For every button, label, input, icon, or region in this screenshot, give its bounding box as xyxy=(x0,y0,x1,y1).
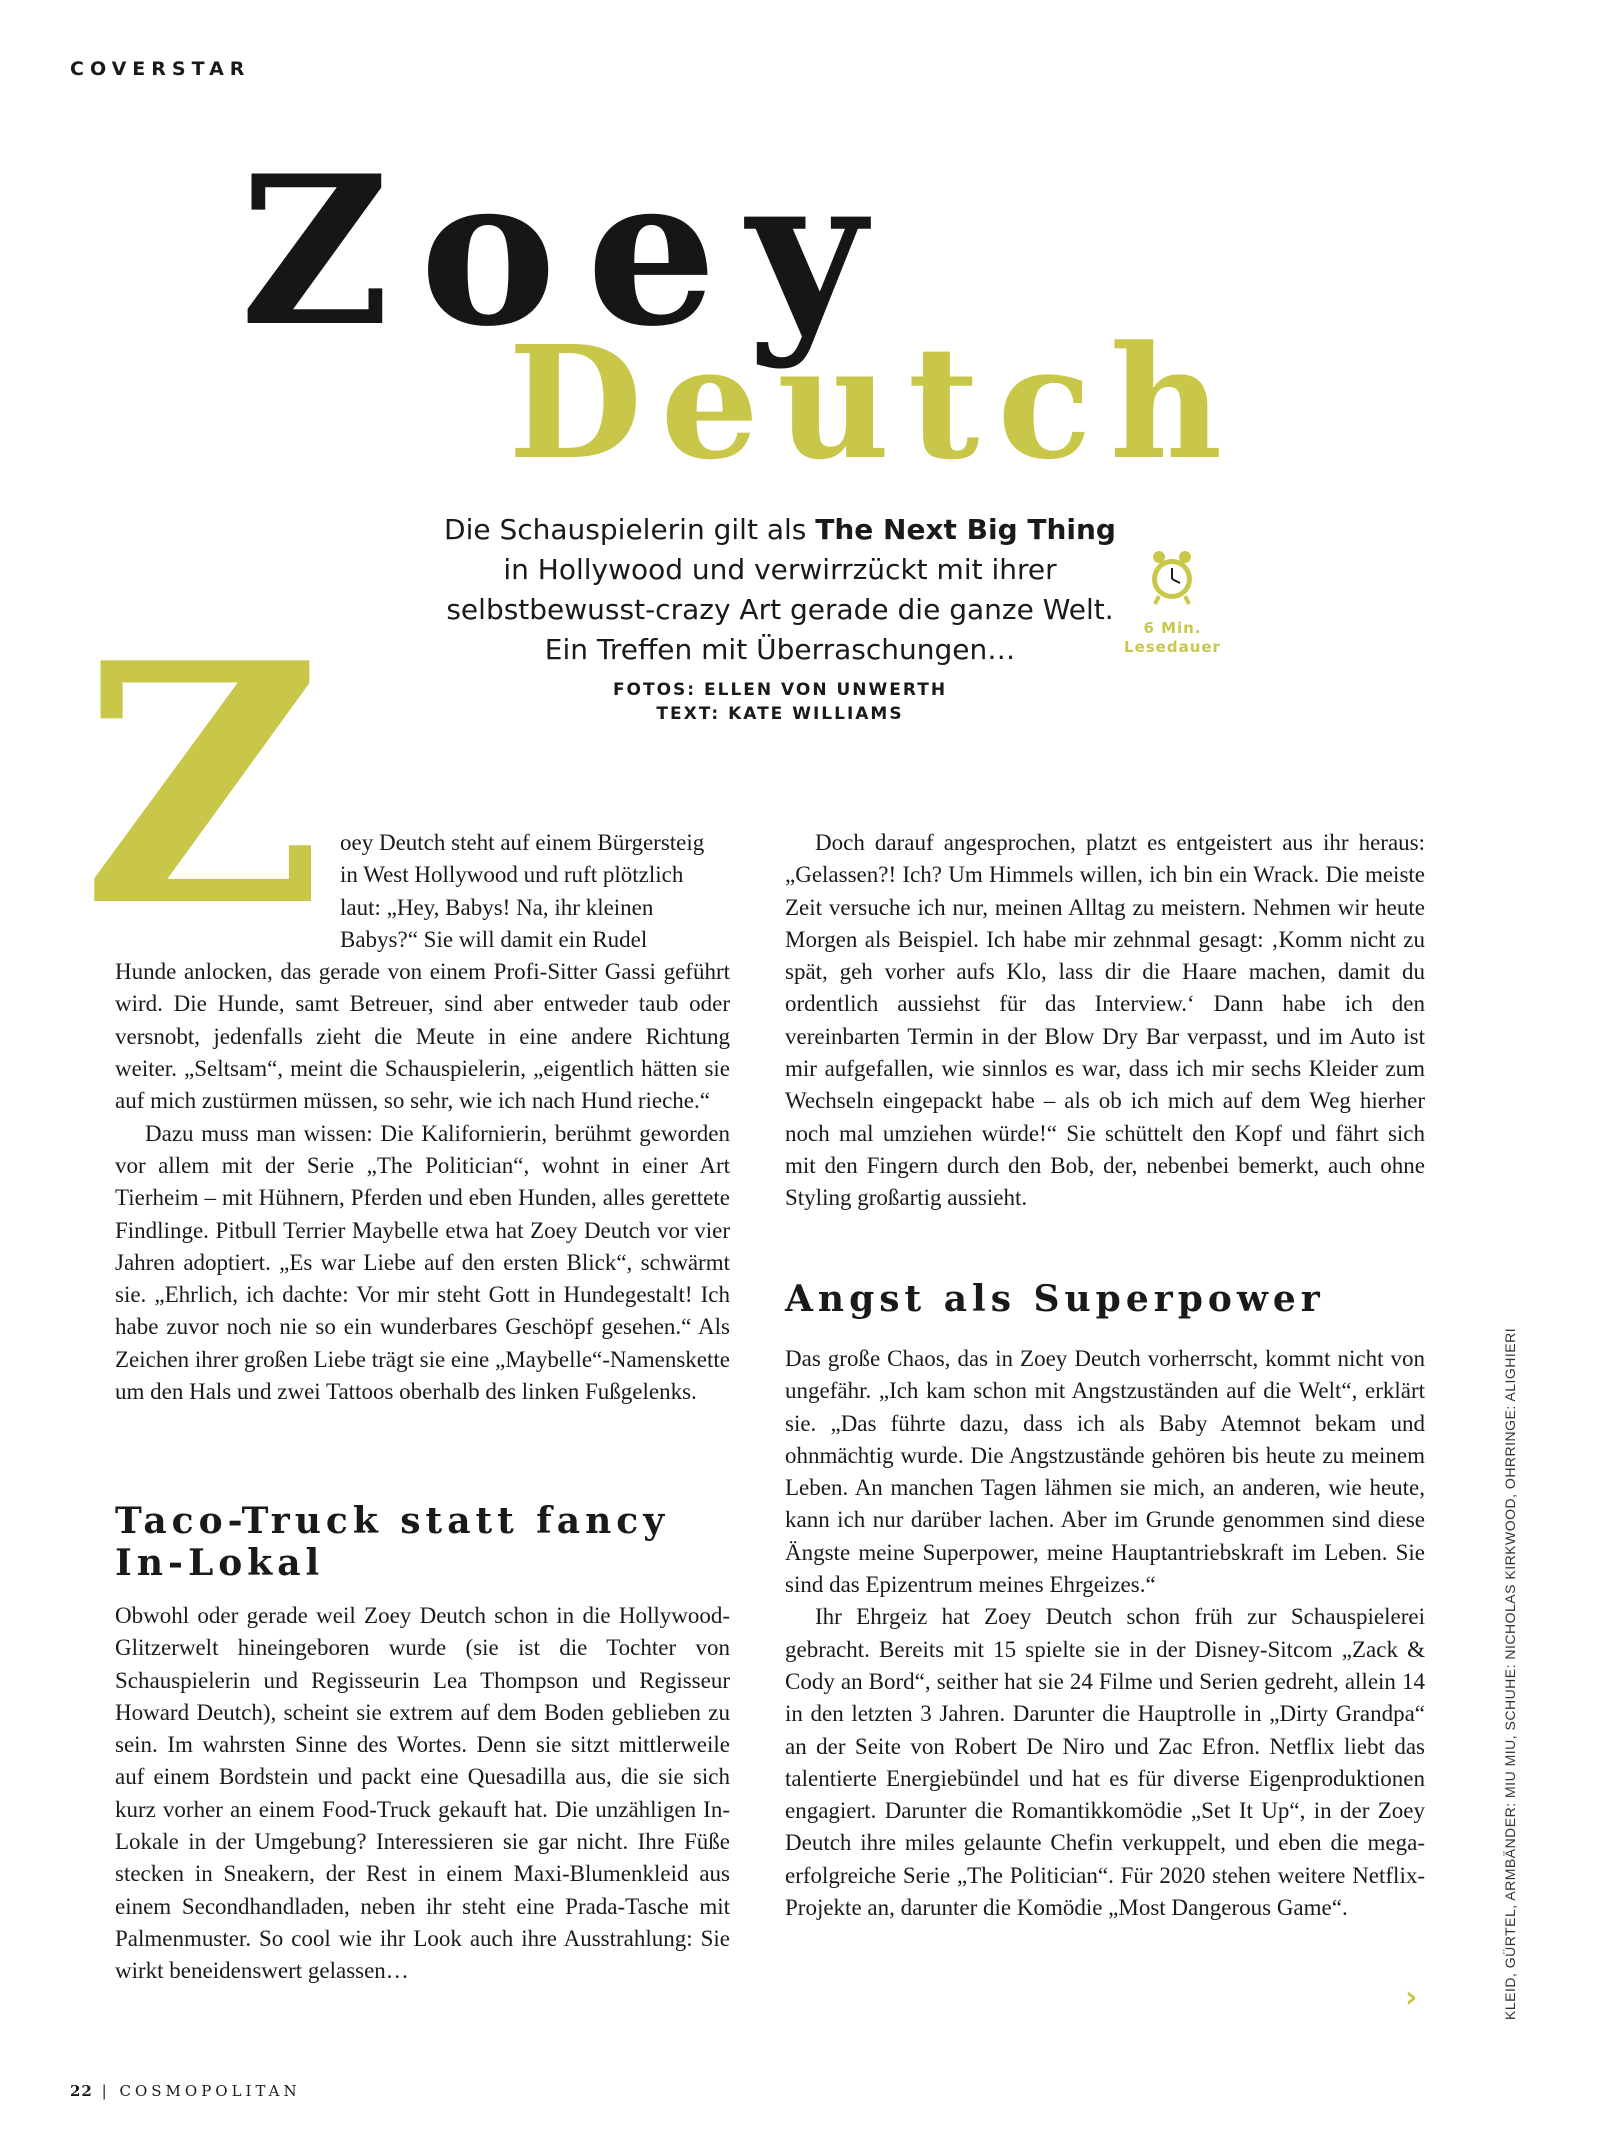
paragraph-1-line-4: Babys?“ Sie will damit ein Rudel xyxy=(340,926,648,952)
article-column-left xyxy=(115,827,730,1408)
magazine-name: COSMOPOLITAN xyxy=(119,2082,301,2100)
credits xyxy=(540,678,1020,726)
article-column-left-lower xyxy=(115,1600,730,1988)
reading-time-label: Lesedauer xyxy=(1124,638,1221,656)
article-column-right-lower xyxy=(785,1343,1425,1924)
article-paragraph-6: Ihr Ehrgeiz hat Zoey Deutch schon früh zur Schauspielerei gebracht. Bereits mit 15 spielte sie in der Disney-Sitcom „Zack & Cody an Bord“, seither hat sie 24 Filme und Serien gedreht, allein 14 in den letzten 3 Jahren. Darunter die Hauptrolle in „Dirty Grandpa“ an der Seite von Robert De Niro und Zac Efron. Netflix liebt das talentierte Energiebündel und hat es für diverse Eigenproduktionen engagiert. Darunter die Romantikkomödie „Set It Up“, in der Zoey Deutch ihre miles gelaunte Chefin verkuppelt, und eben die mega-erfolgreiche Serie „The Politician“. Für 2020 stehen weitere Netflix-Projekte an, darunter die Komödie „Most Dangerous Game“. xyxy=(785,1604,1425,1921)
reading-time xyxy=(1115,619,1230,657)
page-number: 22 xyxy=(70,2082,93,2100)
intro-text xyxy=(440,510,1120,670)
section-label: COVERSTAR xyxy=(70,58,251,80)
article-paragraph-4: Doch darauf angesprochen, platzt es entgeistert aus ihr heraus: „Gelassen?! Ich? Um Himmels willen, ich bin ein Wrack. Die meiste Zeit versuche ich nur, meinen Alltag zu meistern. Nehmen wir heute Morgen als Beispiel. Ich habe mir zehnmal gesagt: ‚Komm nicht zu spät, geh vorher aufs Klo, lass dir die Haare machen, damit du ordentlich aussiehst für das Interview.‘ Dann habe ich den vereinbarten Termin in der Blow Dry Bar verpasst, und im Auto ist mir aufgefallen, wie sinnlos es war, dass ich mir sechs Kleider zum Wechseln eingepackt habe – als ob ich mich auf dem Weg hierher noch mal umziehen würde!“ Sie schüttelt den Kopf und fährt sich mit den Fingern durch den Bob, der, nebenbei bemerkt, auch ohne Styling großartig aussieht. xyxy=(785,830,1425,1211)
paragraph-1-line-3: laut: „Hey, Babys! Na, ihr kleinen xyxy=(340,894,654,920)
subheading-1: Taco-Truck statt fancy In-Lokal xyxy=(115,1500,670,1584)
subheading-taco-truck xyxy=(115,1500,730,1584)
paragraph-1-line-2: in West Hollywood und ruft plötzlich xyxy=(340,862,684,888)
reading-time-minutes: 6 Min. xyxy=(1143,619,1202,637)
article-paragraph-5: Das große Chaos, das in Zoey Deutch vorherrscht, kommt nicht von ungefähr. „Ich kam schon mit Angstzuständen auf die Welt“, erklärt sie. „Das führte dazu, dass ich als Baby Atemnot bekam und ohnmächtig wurde. Die Angstzustände gehören bis heute zu meinem Leben. An manchen Tagen lähmen sie mich, an anderen, wie heute, kann ich nur darüber lachen. Aber im Grunde genommen sind diese Ängste meine Superpower, meine Hauptantriebskraft im Leben. Sie sind das Epizentrum meines Ehrgeizes.“ xyxy=(785,1346,1425,1598)
paragraph-1-line-1: oey Deutch steht auf einem Bürgersteig xyxy=(340,830,705,855)
page-footer xyxy=(70,2082,301,2100)
article-column-right xyxy=(785,827,1425,1215)
text-credit: TEXT: KATE WILLIAMS xyxy=(656,704,904,724)
fashion-credit: KLEID, GÜRTEL, ARMBÄNDER: MIU MIU, SCHUHE: NICHOLAS KIRKWOOD, OHRRINGE: ALIGHIERI xyxy=(1502,1327,1518,2020)
subheading-2: Angst als Superpower xyxy=(785,1278,1325,1320)
photo-credit: FOTOS: ELLEN VON UNWERTH xyxy=(612,680,948,700)
intro-highlight: The Next Big Thing xyxy=(815,513,1116,546)
footer-separator: | xyxy=(101,2082,111,2100)
article-paragraph-3: Obwohl oder gerade weil Zoey Deutch schon in die Hollywood-Glitzerwelt hineingeboren wurde (sie ist die Tochter von Schauspielerin und Regisseurin Lea Thompson und Regisseur Howard Deutch), scheint sie extrem auf dem Boden geblieben zu sein. Im wahrsten Sinne des Wortes. Denn sie sitzt mittlerweile auf einem Bordstein und packt eine Quesadilla aus, die sie sich kurz vorher an einem Food-Truck gekauft hat. Die unzähligen In-Lokale in der Umgebung? Interessieren sie gar nicht. Ihre Füße stecken in Sneakern, der Rest in einem Maxi-Blumenkleid aus einem Secondhandladen, neben ihr steht eine Prada-Tasche mit Palmenmuster. So cool wie ihr Look auch ihre Ausstrahlung: Sie wirkt beneidenswert gelassen… xyxy=(115,1603,730,1984)
drop-cap: Z xyxy=(82,591,323,979)
intro-before: Die Schauspielerin gilt als xyxy=(444,513,816,546)
intro-after: in Hollywood und verwirrzückt mit ihrer selbstbewusst-crazy Art gerade die ganze Welt. Ein Treffen mit Überraschungen… xyxy=(446,553,1114,666)
alarm-clock-icon xyxy=(1148,548,1196,608)
title-last-name: Deutch xyxy=(508,311,1241,494)
continue-arrow-icon: › xyxy=(1405,1980,1418,2015)
article-paragraph-1 xyxy=(115,827,730,1118)
article-paragraph-2: Dazu muss man wissen: Die Kalifornierin, berühmt geworden vor allem mit der Serie „The Politician“, wohnt in einer Art Tierheim – mit Hühnern, Pferden und eben Hunden, alles gerettete Findlinge. Pitbull Terrier Maybelle etwa hat Zoey Deutch vor vier Jahren adoptiert. „Es war Liebe auf den ersten Blick“, schwärmt sie. „Ehrlich, ich dachte: Vor mir steht Gott in Hundegestalt! Ich habe zuvor noch nie so ein wunderbares Geschöpf gesehen.“ Als Zeichen ihrer großen Liebe trägt sie eine „Maybelle“-Namenskette um den Hals und zwei Tattoos oberhalb des linken Fußgelenks. xyxy=(115,1120,730,1405)
subheading-angst xyxy=(785,1278,1425,1320)
paragraph-1-rest: Hunde anlocken, das gerade von einem Profi-Sitter Gassi geführt wird. Die Hunde, samt Betreuer, sind aber entweder taub oder versnobt, jedenfalls zieht die Meute in eine andere Richtung weiter. „Seltsam“, meint die Schauspielerin, „eigentlich hätten sie auf mich zustürmen müssen, so sehr, wie ich nach Hund rieche.“ xyxy=(115,959,730,1114)
title-first-name: Zoey xyxy=(240,132,896,372)
